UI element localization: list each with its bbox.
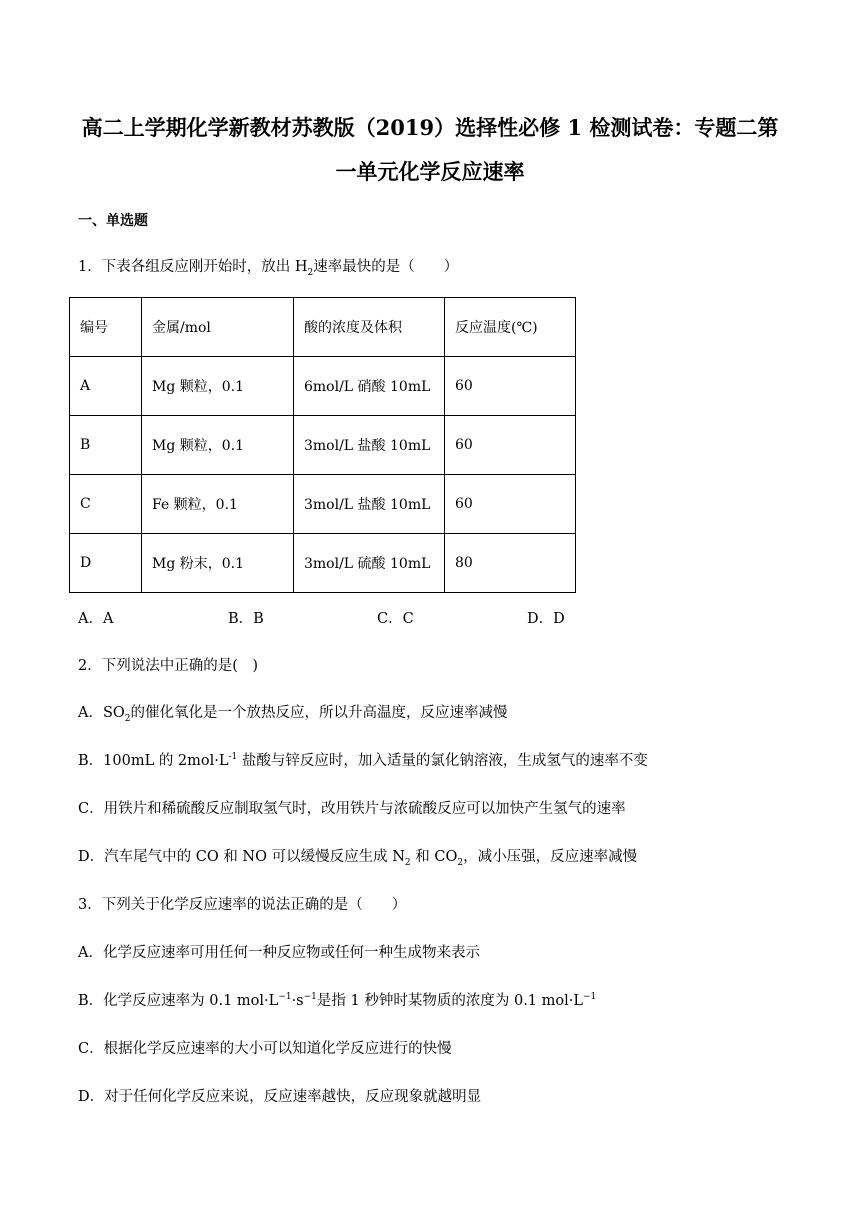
- q3-option-b: [78, 991, 596, 1011]
- q3-option-b-part2: ·s: [291, 993, 304, 1009]
- q2-option-d: [78, 847, 637, 867]
- table-header-cell: 酸的浓度及体积: [294, 298, 445, 357]
- section-heading: 一、单选题: [78, 213, 148, 229]
- table-cell: 60: [445, 475, 576, 534]
- q3-option-b-part1: B．化学反应速率为 0.1 mol·L: [78, 993, 279, 1009]
- table-cell: 3mol/L 盐酸 10mL: [294, 475, 445, 534]
- q2-option-a-part2: 的催化氧化是一个放热反应，所以升高温度，反应速率减慢: [130, 705, 508, 721]
- document-title-line1: 高二上学期化学新教材苏教版（2019）选择性必修 1 检测试卷：专题二第: [81, 115, 779, 140]
- q2-option-b-part2: 盐酸与锌反应时，加入适量的氯化钠溶液，生成氢气的速率不变: [237, 753, 648, 769]
- q2-option-d-part1: D．汽车尾气中的 CO 和 NO 可以缓慢反应生成 N: [78, 849, 405, 865]
- q1-option-c: C．C: [377, 611, 414, 627]
- q3-stem: 3．下列关于化学反应速率的说法正确的是（ ）: [78, 897, 407, 913]
- q2-option-b-superscript: -1: [228, 752, 238, 763]
- q2-stem: 2．下列说法中正确的是( ): [78, 658, 259, 674]
- table-cell: 3mol/L 盐酸 10mL: [294, 416, 445, 475]
- document-title-line2: 一单元化学反应速率: [335, 159, 525, 184]
- q2-option-b: [78, 751, 648, 771]
- table-row: [70, 357, 576, 416]
- q1-data-table: [69, 297, 576, 593]
- table-cell: 6mol/L 硝酸 10mL: [294, 357, 445, 416]
- table-header-row: [70, 298, 576, 357]
- q2-option-b-part1: B．100mL 的 2mol·L: [78, 753, 229, 769]
- table-cell: Fe 颗粒，0.1: [142, 475, 294, 534]
- q2-option-c: C．用铁片和稀硫酸反应制取氢气时，改用铁片与浓硫酸反应可以加快产生氢气的速率: [78, 801, 626, 817]
- q1-stem-part1: 1．下表各组反应刚开始时，放出 H: [78, 259, 308, 275]
- q3-option-d: D．对于任何化学反应来说，反应速率越快，反应现象就越明显: [78, 1089, 482, 1105]
- q2-option-d-part2: 和 CO: [410, 849, 458, 865]
- table-cell: 60: [445, 416, 576, 475]
- table-row: [70, 416, 576, 475]
- table-cell: C: [70, 475, 142, 534]
- q3-option-b-superscript1: −1: [278, 992, 292, 1003]
- table-row: [70, 475, 576, 534]
- q3-option-b-part3: 是指 1 秒钟时某物质的浓度为 0.1 mol·L: [316, 993, 583, 1009]
- table-cell: A: [70, 357, 142, 416]
- q1-stem-part2: 速率最快的是（ ）: [313, 259, 459, 275]
- table-cell: Mg 颗粒，0.1: [142, 357, 294, 416]
- q1-option-b: B．B: [228, 611, 264, 627]
- q1-option-d: D．D: [527, 611, 565, 627]
- q2-option-d-subscript1: 2: [404, 857, 411, 868]
- q1-option-a: A．A: [78, 611, 114, 627]
- table-header-cell: 反应温度(℃): [445, 298, 576, 357]
- q3-option-c: C．根据化学反应速率的大小可以知道化学反应进行的快慢: [78, 1041, 452, 1057]
- q2-option-d-subscript2: 2: [457, 857, 464, 868]
- table-cell: 3mol/L 硫酸 10mL: [294, 534, 445, 593]
- table-cell: Mg 粉末，0.1: [142, 534, 294, 593]
- q3-option-b-superscript3: −1: [583, 992, 597, 1003]
- table-cell: 80: [445, 534, 576, 593]
- q2-option-a: [78, 703, 508, 723]
- q1-stem: [78, 257, 458, 277]
- table-cell: B: [70, 416, 142, 475]
- table-header-cell: 编号: [70, 298, 142, 357]
- table-cell: 60: [445, 357, 576, 416]
- table-cell: D: [70, 534, 142, 593]
- q3-option-b-superscript2: −1: [303, 992, 317, 1003]
- table-header-cell: 金属/mol: [142, 298, 294, 357]
- q2-option-a-subscript: 2: [124, 713, 131, 724]
- q2-option-d-part3: ，减小压强，反应速率减慢: [463, 849, 638, 865]
- q3-option-a: A．化学反应速率可用任何一种反应物或任何一种生成物来表示: [78, 945, 480, 961]
- q2-option-a-part1: A．SO: [78, 705, 125, 721]
- table-row: [70, 534, 576, 593]
- q1-stem-subscript: 2: [307, 267, 314, 278]
- table-cell: Mg 颗粒，0.1: [142, 416, 294, 475]
